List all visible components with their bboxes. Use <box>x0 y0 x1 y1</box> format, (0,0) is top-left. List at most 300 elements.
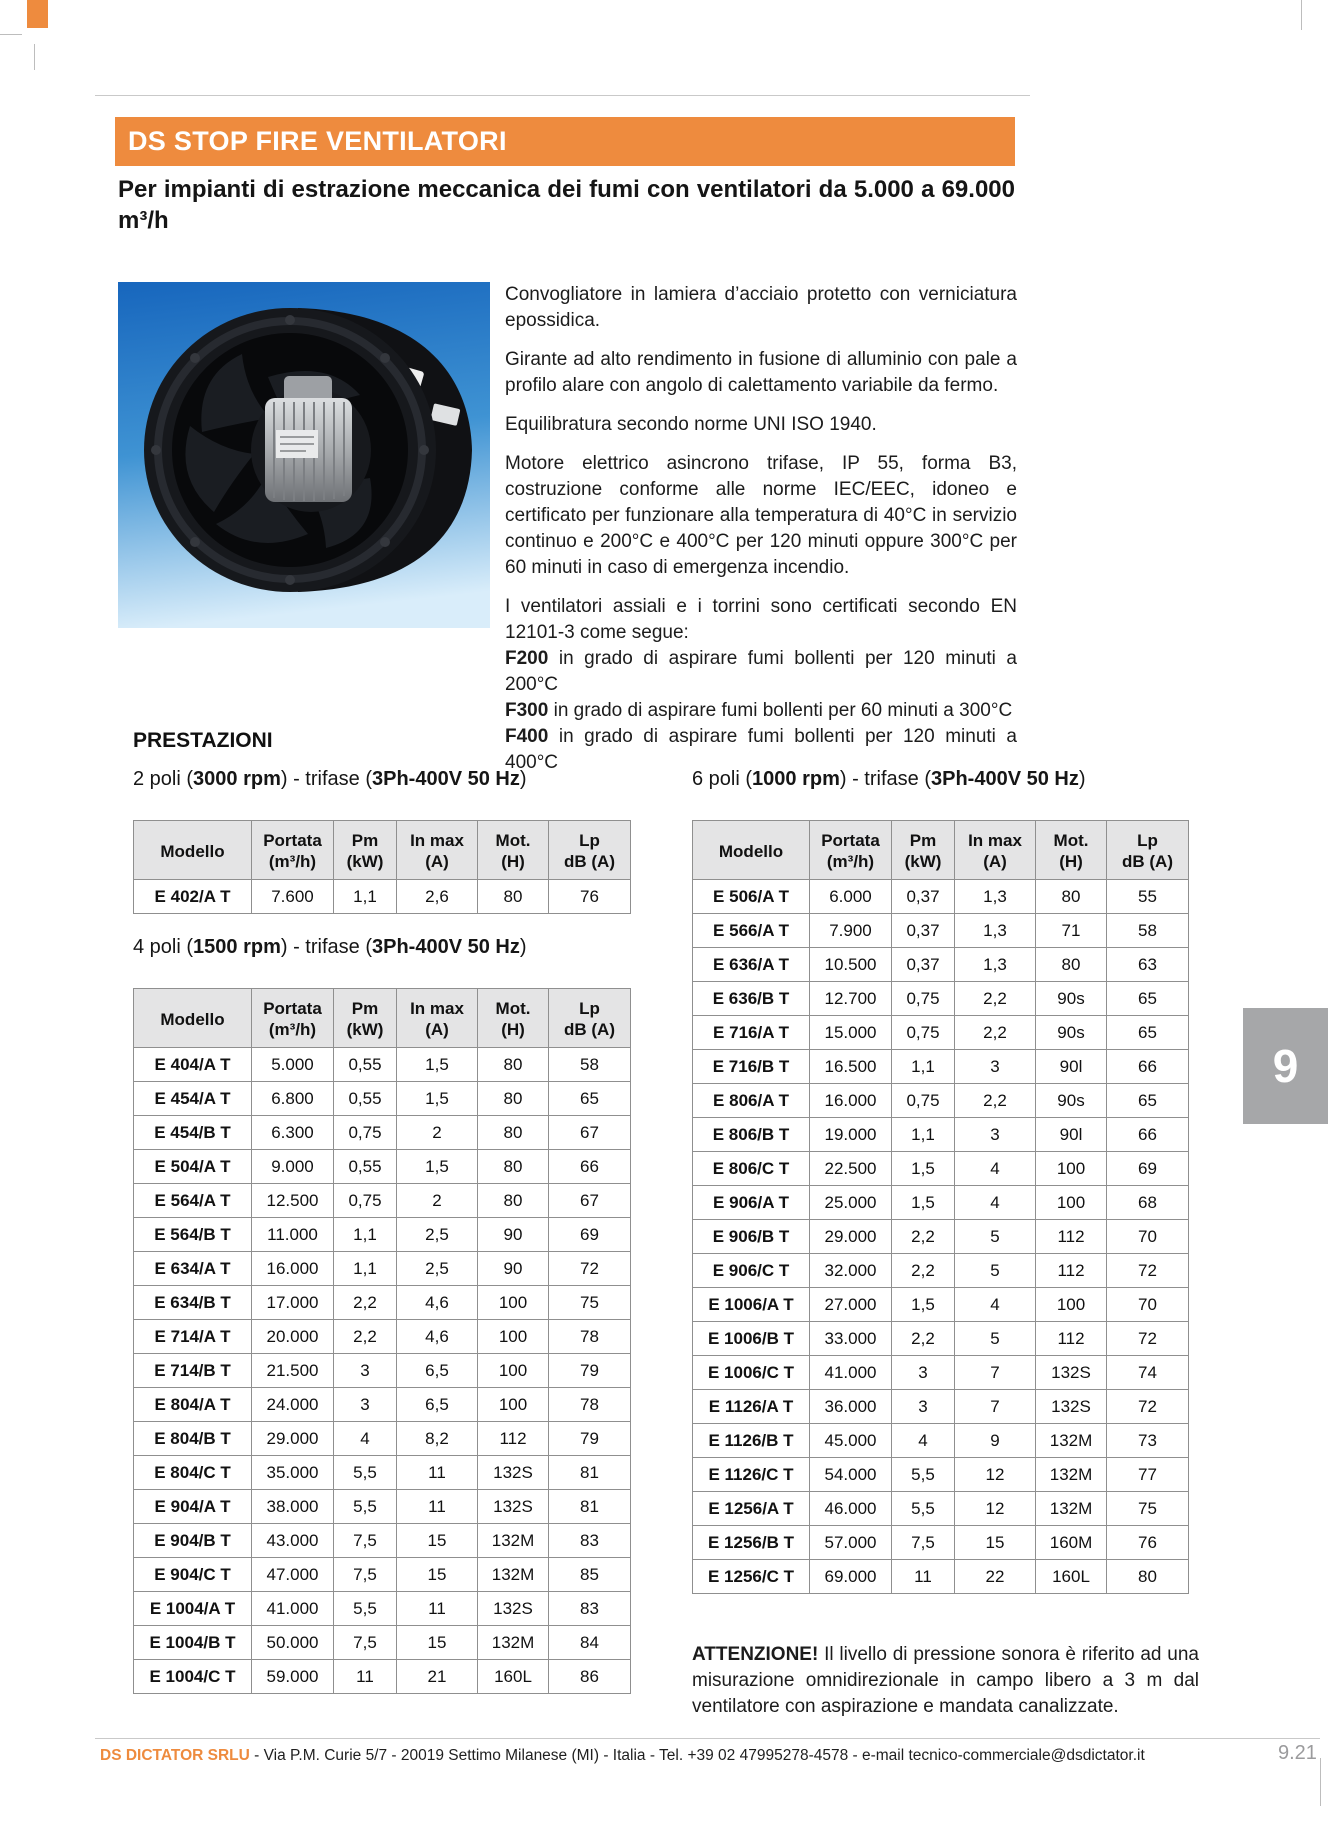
value-cell: 132M <box>478 1626 549 1660</box>
desc-paragraph-5: I ventilatori assiali e i torrini sono certificati secondo EN 12101-3 come segue: <box>505 596 1017 643</box>
value-cell: 0,55 <box>334 1048 397 1082</box>
value-cell: 90l <box>1036 1050 1107 1084</box>
model-cell: E 454/B T <box>134 1116 252 1150</box>
column-header: Pm (kW) <box>334 821 397 880</box>
value-cell: 112 <box>1036 1220 1107 1254</box>
caption-4poli <box>133 936 527 959</box>
caption-voltage: 3Ph-400V 50 Hz <box>931 768 1079 790</box>
value-cell: 80 <box>478 1184 549 1218</box>
value-cell: 5 <box>955 1322 1036 1356</box>
table-row <box>134 880 631 914</box>
value-cell: 3 <box>955 1050 1036 1084</box>
prestazioni-heading: PRESTAZIONI <box>133 729 273 752</box>
header-bar <box>115 117 1015 166</box>
model-cell: E 1256/A T <box>693 1492 810 1526</box>
value-cell: 0,75 <box>892 982 955 1016</box>
value-cell: 80 <box>1036 880 1107 914</box>
value-cell: 58 <box>549 1048 631 1082</box>
value-cell: 43.000 <box>252 1524 334 1558</box>
table-row <box>134 1048 631 1082</box>
value-cell: 15 <box>955 1526 1036 1560</box>
value-cell: 11 <box>397 1592 478 1626</box>
value-cell: 21 <box>397 1660 478 1694</box>
value-cell: 59.000 <box>252 1660 334 1694</box>
value-cell: 7,5 <box>334 1558 397 1592</box>
value-cell: 73 <box>1107 1424 1189 1458</box>
value-cell: 2,2 <box>892 1254 955 1288</box>
value-cell: 1,3 <box>955 880 1036 914</box>
value-cell: 54.000 <box>810 1458 892 1492</box>
value-cell: 132M <box>478 1524 549 1558</box>
value-cell: 7.600 <box>252 880 334 914</box>
column-header: Portata (m³/h) <box>810 821 892 880</box>
value-cell: 72 <box>1107 1254 1189 1288</box>
model-cell: E 1126/A T <box>693 1390 810 1424</box>
value-cell: 69 <box>549 1218 631 1252</box>
value-cell: 7,5 <box>334 1524 397 1558</box>
value-cell: 57.000 <box>810 1526 892 1560</box>
value-cell: 132M <box>1036 1458 1107 1492</box>
value-cell: 71 <box>1036 914 1107 948</box>
table-row <box>693 1220 1189 1254</box>
value-cell: 81 <box>549 1490 631 1524</box>
value-cell: 24.000 <box>252 1388 334 1422</box>
value-cell: 41.000 <box>810 1356 892 1390</box>
value-cell: 80 <box>478 880 549 914</box>
table-row <box>134 1320 631 1354</box>
value-cell: 20.000 <box>252 1320 334 1354</box>
value-cell: 1,1 <box>334 880 397 914</box>
column-header: Portata (m³/h) <box>252 821 334 880</box>
page-number: 9.21 <box>1278 1742 1317 1764</box>
table-header-row <box>134 989 631 1048</box>
value-cell: 69.000 <box>810 1560 892 1594</box>
table-row <box>693 1152 1189 1186</box>
model-cell: E 1006/C T <box>693 1356 810 1390</box>
value-cell: 16.000 <box>252 1252 334 1286</box>
value-cell: 76 <box>1107 1526 1189 1560</box>
value-cell: 66 <box>1107 1118 1189 1152</box>
value-cell: 50.000 <box>252 1626 334 1660</box>
model-cell: E 636/B T <box>693 982 810 1016</box>
caption-text: 2 poli ( <box>133 768 194 790</box>
footer-brand: DS DICTATOR SRLU <box>100 1747 250 1764</box>
model-cell: E 806/B T <box>693 1118 810 1152</box>
value-cell: 69 <box>1107 1152 1189 1186</box>
caption-text: ) <box>1078 768 1086 790</box>
model-cell: E 566/A T <box>693 914 810 948</box>
table-row <box>693 1288 1189 1322</box>
table-row <box>693 1118 1189 1152</box>
column-header: In max (A) <box>397 989 478 1048</box>
model-cell: E 906/C T <box>693 1254 810 1288</box>
value-cell: 80 <box>478 1082 549 1116</box>
model-cell: E 454/A T <box>134 1082 252 1116</box>
model-cell: E 634/A T <box>134 1252 252 1286</box>
model-cell: E 1006/B T <box>693 1322 810 1356</box>
value-cell: 90 <box>478 1252 549 1286</box>
performance-table-2poli <box>133 820 631 914</box>
value-cell: 81 <box>549 1456 631 1490</box>
value-cell: 1,5 <box>892 1152 955 1186</box>
value-cell: 100 <box>1036 1288 1107 1322</box>
value-cell: 1,5 <box>892 1186 955 1220</box>
value-cell: 100 <box>1036 1152 1107 1186</box>
model-cell: E 1256/C T <box>693 1560 810 1594</box>
value-cell: 12 <box>955 1492 1036 1526</box>
value-cell: 72 <box>1107 1322 1189 1356</box>
crop-mark-top-left-h <box>0 34 22 35</box>
table-header-row <box>693 821 1189 880</box>
value-cell: 67 <box>549 1184 631 1218</box>
value-cell: 70 <box>1107 1288 1189 1322</box>
value-cell: 2,6 <box>397 880 478 914</box>
value-cell: 83 <box>549 1592 631 1626</box>
value-cell: 4 <box>892 1424 955 1458</box>
value-cell: 3 <box>892 1390 955 1424</box>
table-row <box>693 1390 1189 1424</box>
table-header-row <box>134 821 631 880</box>
value-cell: 11.000 <box>252 1218 334 1252</box>
model-cell: E 804/B T <box>134 1422 252 1456</box>
column-header: Pm (kW) <box>334 989 397 1048</box>
value-cell: 132S <box>478 1592 549 1626</box>
table-row <box>134 1354 631 1388</box>
table-row <box>134 1456 631 1490</box>
table-row <box>693 948 1189 982</box>
value-cell: 3 <box>892 1356 955 1390</box>
corner-orange-mark <box>27 0 48 28</box>
column-header: Mot. (H) <box>478 989 549 1048</box>
crop-mark-top-right-v <box>1301 0 1302 30</box>
model-cell: E 1004/A T <box>134 1592 252 1626</box>
table-row <box>134 1184 631 1218</box>
value-cell: 90s <box>1036 1016 1107 1050</box>
crop-mark-top-left-v <box>34 44 35 70</box>
value-cell: 132S <box>1036 1390 1107 1424</box>
value-cell: 7,5 <box>334 1626 397 1660</box>
table-row <box>693 1186 1189 1220</box>
value-cell: 65 <box>1107 1084 1189 1118</box>
value-cell: 4 <box>955 1152 1036 1186</box>
value-cell: 3 <box>955 1118 1036 1152</box>
value-cell: 85 <box>549 1558 631 1592</box>
cert-code: F300 <box>505 700 549 721</box>
value-cell: 83 <box>549 1524 631 1558</box>
model-cell: E 1006/A T <box>693 1288 810 1322</box>
value-cell: 68 <box>1107 1186 1189 1220</box>
model-cell: E 714/B T <box>134 1354 252 1388</box>
table-row <box>693 1050 1189 1084</box>
column-header: Portata (m³/h) <box>252 989 334 1048</box>
value-cell: 47.000 <box>252 1558 334 1592</box>
value-cell: 7,5 <box>892 1526 955 1560</box>
value-cell: 0,75 <box>334 1116 397 1150</box>
value-cell: 80 <box>478 1048 549 1082</box>
value-cell: 1,1 <box>892 1050 955 1084</box>
value-cell: 6,5 <box>397 1354 478 1388</box>
value-cell: 112 <box>1036 1322 1107 1356</box>
cert-line-f200 <box>505 646 1017 698</box>
table-row <box>693 1016 1189 1050</box>
column-header: Mot. (H) <box>1036 821 1107 880</box>
value-cell: 77 <box>1107 1458 1189 1492</box>
caption-6poli <box>692 768 1086 791</box>
value-cell: 66 <box>549 1150 631 1184</box>
value-cell: 132M <box>1036 1424 1107 1458</box>
value-cell: 1,1 <box>334 1218 397 1252</box>
value-cell: 4,6 <box>397 1320 478 1354</box>
table-row <box>693 1560 1189 1594</box>
value-cell: 6,5 <box>397 1388 478 1422</box>
value-cell: 66 <box>1107 1050 1189 1084</box>
table-row <box>693 1424 1189 1458</box>
model-cell: E 1004/B T <box>134 1626 252 1660</box>
model-cell: E 404/A T <box>134 1048 252 1082</box>
value-cell: 58 <box>1107 914 1189 948</box>
caption-rpm: 1000 rpm <box>752 768 840 790</box>
model-cell: E 716/B T <box>693 1050 810 1084</box>
value-cell: 132S <box>478 1490 549 1524</box>
value-cell: 2,2 <box>334 1286 397 1320</box>
value-cell: 5 <box>955 1254 1036 1288</box>
value-cell: 79 <box>549 1354 631 1388</box>
column-header: Pm (kW) <box>892 821 955 880</box>
desc-paragraph-4: Motore elettrico asincrono trifase, IP 55, forma B3, costruzione conforme alle norme IEC/EEC, idoneo e certificato per funzionare alla temperatura di 40°C in servizio continuo e 200°C e 400°C per 120 minuti oppure 300°C per 60 minuti in caso di emergenza incendio. <box>505 453 1017 578</box>
table-row <box>134 1116 631 1150</box>
value-cell: 27.000 <box>810 1288 892 1322</box>
table-row <box>134 1082 631 1116</box>
table-row <box>693 1526 1189 1560</box>
column-header: Modello <box>693 821 810 880</box>
value-cell: 32.000 <box>810 1254 892 1288</box>
value-cell: 70 <box>1107 1220 1189 1254</box>
value-cell: 41.000 <box>252 1592 334 1626</box>
page-title: DS STOP FIRE VENTILATORI <box>128 126 507 156</box>
column-header: In max (A) <box>955 821 1036 880</box>
value-cell: 160L <box>1036 1560 1107 1594</box>
value-cell: 80 <box>1107 1560 1189 1594</box>
value-cell: 46.000 <box>810 1492 892 1526</box>
value-cell: 7 <box>955 1356 1036 1390</box>
section-tab <box>1243 1008 1328 1124</box>
attention-text: Il livello di pressione sonora è riferito ad una misurazione omnidirezionale in campo libero a 3 m dal ventilatore con aspirazione e mandata canalizzate. <box>692 1644 1199 1717</box>
footer-divider <box>95 1738 1320 1739</box>
column-header: Modello <box>134 989 252 1048</box>
model-cell: E 806/A T <box>693 1084 810 1118</box>
value-cell: 65 <box>1107 982 1189 1016</box>
value-cell: 2,5 <box>397 1252 478 1286</box>
model-cell: E 636/A T <box>693 948 810 982</box>
value-cell: 80 <box>1036 948 1107 982</box>
table-row <box>134 1660 631 1694</box>
model-cell: E 716/A T <box>693 1016 810 1050</box>
value-cell: 2,2 <box>955 1016 1036 1050</box>
caption-text: 6 poli ( <box>692 768 753 790</box>
value-cell: 11 <box>397 1456 478 1490</box>
value-cell: 4,6 <box>397 1286 478 1320</box>
value-cell: 78 <box>549 1388 631 1422</box>
value-cell: 9.000 <box>252 1150 334 1184</box>
value-cell: 90s <box>1036 982 1107 1016</box>
table-row <box>134 1558 631 1592</box>
value-cell: 100 <box>478 1388 549 1422</box>
cert-text: in grado di aspirare fumi bollenti per 60 minuti a 300°C <box>548 700 1013 721</box>
table-row <box>134 1490 631 1524</box>
value-cell: 2,2 <box>334 1320 397 1354</box>
table-row <box>134 1218 631 1252</box>
model-cell: E 1126/C T <box>693 1458 810 1492</box>
caption-text: 4 poli ( <box>133 936 194 958</box>
table-row <box>693 914 1189 948</box>
value-cell: 2,2 <box>892 1220 955 1254</box>
model-cell: E 906/A T <box>693 1186 810 1220</box>
value-cell: 1,1 <box>334 1252 397 1286</box>
attention-note <box>692 1642 1199 1720</box>
table-row <box>693 1084 1189 1118</box>
value-cell: 12.700 <box>810 982 892 1016</box>
value-cell: 1,3 <box>955 914 1036 948</box>
value-cell: 11 <box>892 1560 955 1594</box>
table-row <box>693 1458 1189 1492</box>
crop-mark-bottom-right-v <box>1320 1758 1321 1806</box>
table-row <box>134 1252 631 1286</box>
model-cell: E 804/C T <box>134 1456 252 1490</box>
value-cell: 29.000 <box>810 1220 892 1254</box>
value-cell: 11 <box>334 1660 397 1694</box>
value-cell: 16.000 <box>810 1084 892 1118</box>
value-cell: 22 <box>955 1560 1036 1594</box>
value-cell: 12 <box>955 1458 1036 1492</box>
value-cell: 1,5 <box>892 1288 955 1322</box>
value-cell: 3 <box>334 1354 397 1388</box>
value-cell: 160L <box>478 1660 549 1694</box>
footer-address: - Via P.M. Curie 5/7 - 20019 Settimo Milanese (MI) - Italia - Tel. +39 02 47995278-4578 - e-mail tecnico-commerciale@dsdictator.it <box>249 1747 1145 1764</box>
value-cell: 5,5 <box>334 1592 397 1626</box>
value-cell: 5,5 <box>334 1490 397 1524</box>
value-cell: 132S <box>478 1456 549 1490</box>
model-cell: E 564/A T <box>134 1184 252 1218</box>
value-cell: 33.000 <box>810 1322 892 1356</box>
value-cell: 72 <box>1107 1390 1189 1424</box>
value-cell: 75 <box>1107 1492 1189 1526</box>
desc-paragraph-2: Girante ad alto rendimento in fusione di alluminio con pale a profilo alare con angolo di calettamento variabile da fermo. <box>505 349 1017 396</box>
axial-fan-illustration <box>118 282 490 628</box>
table-row <box>693 1356 1189 1390</box>
table-row <box>693 982 1189 1016</box>
value-cell: 0,75 <box>892 1016 955 1050</box>
page-subtitle: Per impianti di estrazione meccanica dei fumi con ventilatori da 5.000 a 69.000 m³/h <box>118 176 1015 234</box>
value-cell: 2,2 <box>955 982 1036 1016</box>
value-cell: 160M <box>1036 1526 1107 1560</box>
value-cell: 2,2 <box>892 1322 955 1356</box>
value-cell: 0,37 <box>892 948 955 982</box>
value-cell: 16.500 <box>810 1050 892 1084</box>
value-cell: 0,75 <box>892 1084 955 1118</box>
value-cell: 132S <box>1036 1356 1107 1390</box>
attention-label: ATTENZIONE! <box>692 1644 819 1665</box>
model-cell: E 904/A T <box>134 1490 252 1524</box>
column-header: In max (A) <box>397 821 478 880</box>
value-cell: 65 <box>549 1082 631 1116</box>
value-cell: 112 <box>1036 1254 1107 1288</box>
value-cell: 76 <box>549 880 631 914</box>
caption-text: ) - trifase ( <box>280 768 372 790</box>
caption-voltage: 3Ph-400V 50 Hz <box>372 768 520 790</box>
cert-code: F400 <box>505 726 549 747</box>
value-cell: 8,2 <box>397 1422 478 1456</box>
value-cell: 5,5 <box>334 1456 397 1490</box>
value-cell: 0,55 <box>334 1150 397 1184</box>
table-row <box>134 1524 631 1558</box>
cert-code: F200 <box>505 648 549 669</box>
model-cell: E 906/B T <box>693 1220 810 1254</box>
desc-paragraph-3: Equilibratura secondo norme UNI ISO 1940. <box>505 414 877 435</box>
model-cell: E 904/C T <box>134 1558 252 1592</box>
value-cell: 90s <box>1036 1084 1107 1118</box>
value-cell: 0,55 <box>334 1082 397 1116</box>
column-header: Modello <box>134 821 252 880</box>
performance-table-4poli <box>133 988 631 1694</box>
cert-text: in grado di aspirare fumi bollenti per 120 minuti a 400°C <box>505 726 1017 773</box>
table-row <box>134 1388 631 1422</box>
footer <box>100 1747 1260 1765</box>
value-cell: 78 <box>549 1320 631 1354</box>
model-cell: E 504/A T <box>134 1150 252 1184</box>
caption-text: ) - trifase ( <box>839 768 931 790</box>
caption-2poli <box>133 768 527 791</box>
value-cell: 86 <box>549 1660 631 1694</box>
value-cell: 15.000 <box>810 1016 892 1050</box>
value-cell: 15 <box>397 1626 478 1660</box>
fan-product-image <box>118 282 490 628</box>
value-cell: 29.000 <box>252 1422 334 1456</box>
value-cell: 15 <box>397 1558 478 1592</box>
certification-list <box>505 646 1017 776</box>
value-cell: 17.000 <box>252 1286 334 1320</box>
value-cell: 72 <box>549 1252 631 1286</box>
table-row <box>134 1150 631 1184</box>
value-cell: 0,37 <box>892 880 955 914</box>
model-cell: E 714/A T <box>134 1320 252 1354</box>
value-cell: 6.300 <box>252 1116 334 1150</box>
value-cell: 0,37 <box>892 914 955 948</box>
value-cell: 36.000 <box>810 1390 892 1424</box>
value-cell: 3 <box>334 1388 397 1422</box>
table-row <box>693 880 1189 914</box>
value-cell: 55 <box>1107 880 1189 914</box>
cert-text: in grado di aspirare fumi bollenti per 120 minuti a 200°C <box>505 648 1017 695</box>
table-row <box>693 1322 1189 1356</box>
value-cell: 9 <box>955 1424 1036 1458</box>
table-row <box>134 1592 631 1626</box>
value-cell: 1,3 <box>955 948 1036 982</box>
caption-text: ) <box>519 768 527 790</box>
value-cell: 90l <box>1036 1118 1107 1152</box>
value-cell: 5,5 <box>892 1458 955 1492</box>
model-cell: E 804/A T <box>134 1388 252 1422</box>
value-cell: 0,75 <box>334 1184 397 1218</box>
value-cell: 84 <box>549 1626 631 1660</box>
caption-rpm: 1500 rpm <box>193 936 281 958</box>
value-cell: 80 <box>478 1116 549 1150</box>
value-cell: 100 <box>478 1320 549 1354</box>
column-header: Mot. (H) <box>478 821 549 880</box>
value-cell: 2 <box>397 1116 478 1150</box>
column-header: Lp dB (A) <box>549 989 631 1048</box>
model-cell: E 1256/B T <box>693 1526 810 1560</box>
product-description <box>505 282 1017 776</box>
